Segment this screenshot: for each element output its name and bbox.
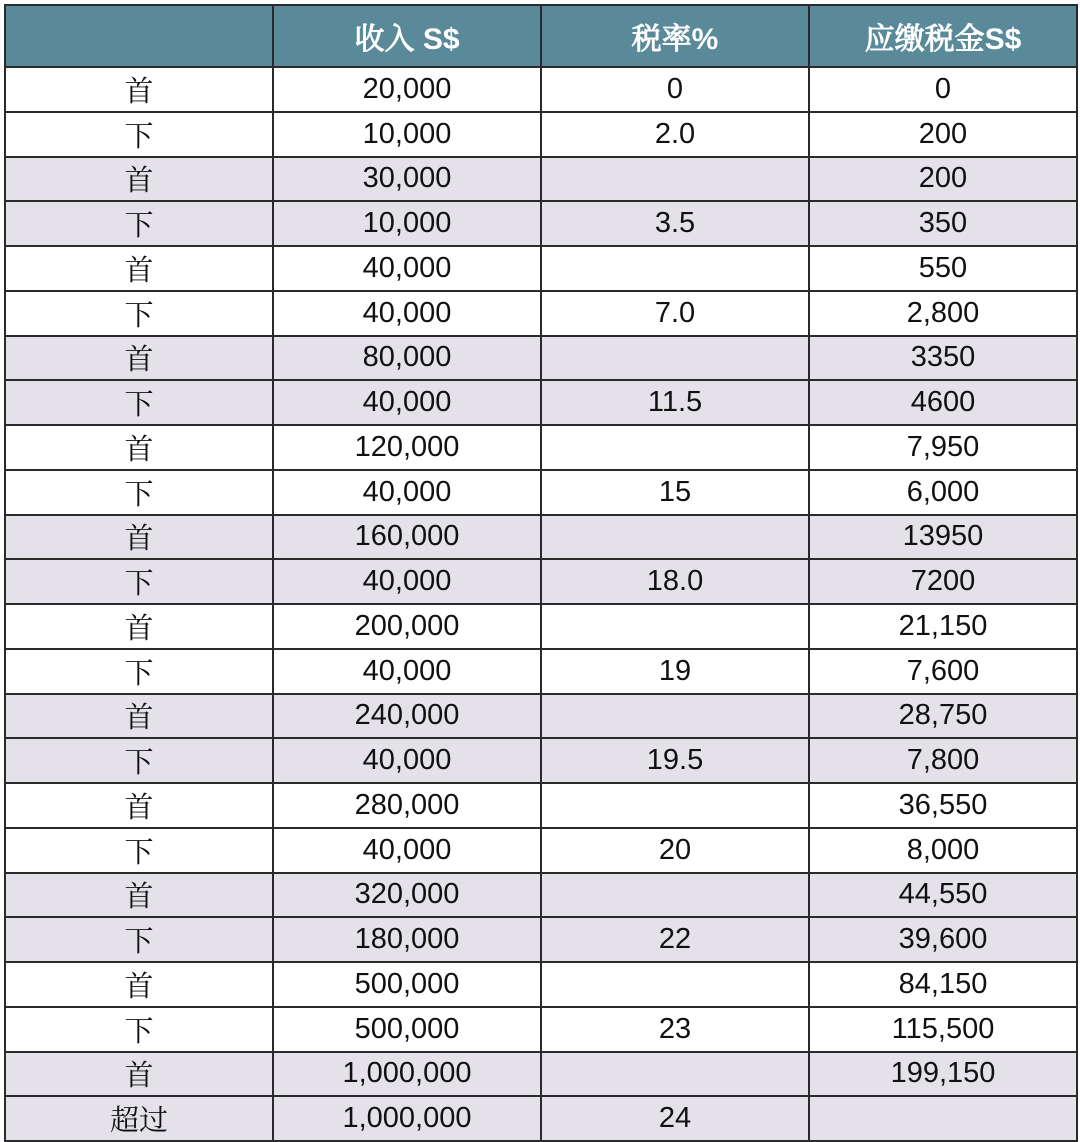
table-row — [5, 604, 1077, 649]
row-label-cell: 下 — [5, 649, 273, 694]
row-label-cell: 首 — [5, 425, 273, 470]
income-cell: 280,000 — [273, 783, 541, 828]
table-row — [5, 962, 1077, 1007]
header-row — [5, 5, 1077, 67]
row-label-cell: 首 — [5, 962, 273, 1007]
table-row — [5, 157, 1077, 202]
tax-cell: 200 — [809, 157, 1077, 202]
table-row — [5, 1052, 1077, 1097]
income-cell: 500,000 — [273, 1007, 541, 1052]
row-label-cell: 首 — [5, 604, 273, 649]
row-label-cell: 下 — [5, 470, 273, 515]
rate-cell: 18.0 — [541, 559, 809, 604]
table-row — [5, 738, 1077, 783]
rate-cell: 11.5 — [541, 380, 809, 425]
income-cell: 40,000 — [273, 559, 541, 604]
row-label-cell: 下 — [5, 112, 273, 157]
rate-cell — [541, 425, 809, 470]
table-row — [5, 67, 1077, 112]
income-cell: 40,000 — [273, 828, 541, 873]
table-row — [5, 112, 1077, 157]
income-cell: 40,000 — [273, 470, 541, 515]
income-cell: 40,000 — [273, 291, 541, 336]
income-cell: 1,000,000 — [273, 1096, 541, 1141]
tax-cell: 39,600 — [809, 917, 1077, 962]
row-label-cell: 首 — [5, 783, 273, 828]
income-cell: 20,000 — [273, 67, 541, 112]
rate-cell — [541, 246, 809, 291]
row-label-cell: 下 — [5, 201, 273, 246]
tax-cell: 550 — [809, 246, 1077, 291]
rate-cell — [541, 336, 809, 381]
table-row — [5, 917, 1077, 962]
tax-cell: 13950 — [809, 515, 1077, 560]
tax-cell: 21,150 — [809, 604, 1077, 649]
tax-cell: 200 — [809, 112, 1077, 157]
table-row — [5, 380, 1077, 425]
income-cell: 40,000 — [273, 380, 541, 425]
tax-cell: 199,150 — [809, 1052, 1077, 1097]
table-row — [5, 649, 1077, 694]
income-cell: 120,000 — [273, 425, 541, 470]
income-cell: 40,000 — [273, 738, 541, 783]
row-label-cell: 下 — [5, 559, 273, 604]
rate-cell — [541, 873, 809, 918]
tax-cell: 28,750 — [809, 694, 1077, 739]
tax-cell: 4600 — [809, 380, 1077, 425]
table-row — [5, 201, 1077, 246]
rate-cell — [541, 604, 809, 649]
table-row — [5, 470, 1077, 515]
table-row — [5, 515, 1077, 560]
rate-cell: 0 — [541, 67, 809, 112]
table-row — [5, 828, 1077, 873]
tax-cell: 115,500 — [809, 1007, 1077, 1052]
table-row — [5, 246, 1077, 291]
row-label-cell: 首 — [5, 694, 273, 739]
tax-cell: 2,800 — [809, 291, 1077, 336]
table-row — [5, 873, 1077, 918]
tax-cell: 8,000 — [809, 828, 1077, 873]
row-label-cell: 首 — [5, 873, 273, 918]
income-cell: 500,000 — [273, 962, 541, 1007]
income-cell: 30,000 — [273, 157, 541, 202]
income-cell: 200,000 — [273, 604, 541, 649]
rate-cell: 2.0 — [541, 112, 809, 157]
rate-cell — [541, 1052, 809, 1097]
rate-cell — [541, 515, 809, 560]
income-cell: 80,000 — [273, 336, 541, 381]
tax-cell: 6,000 — [809, 470, 1077, 515]
income-cell: 180,000 — [273, 917, 541, 962]
table-row — [5, 1007, 1077, 1052]
row-label-cell: 下 — [5, 380, 273, 425]
row-label-cell: 首 — [5, 515, 273, 560]
rate-cell: 7.0 — [541, 291, 809, 336]
tax-cell: 44,550 — [809, 873, 1077, 918]
table-row — [5, 291, 1077, 336]
rate-cell: 22 — [541, 917, 809, 962]
table-row — [5, 336, 1077, 381]
tax-rate-table — [4, 4, 1078, 1142]
row-label-cell: 首 — [5, 157, 273, 202]
income-cell: 320,000 — [273, 873, 541, 918]
row-label-cell: 下 — [5, 1007, 273, 1052]
row-label-cell: 首 — [5, 246, 273, 291]
row-label-cell: 下 — [5, 291, 273, 336]
income-cell: 160,000 — [273, 515, 541, 560]
tax-rate-table-container — [4, 4, 1076, 1138]
tax-cell: 0 — [809, 67, 1077, 112]
table-body — [5, 67, 1077, 1141]
tax-cell: 7,950 — [809, 425, 1077, 470]
rate-cell: 20 — [541, 828, 809, 873]
table-header — [5, 5, 1077, 67]
income-cell: 240,000 — [273, 694, 541, 739]
table-row — [5, 559, 1077, 604]
row-label-cell: 首 — [5, 1052, 273, 1097]
rate-cell: 24 — [541, 1096, 809, 1141]
rate-cell: 3.5 — [541, 201, 809, 246]
rate-cell: 15 — [541, 470, 809, 515]
rate-cell: 19 — [541, 649, 809, 694]
rate-cell — [541, 783, 809, 828]
tax-cell: 7200 — [809, 559, 1077, 604]
income-cell: 10,000 — [273, 112, 541, 157]
header-label — [5, 5, 273, 67]
row-label-cell: 下 — [5, 738, 273, 783]
tax-cell — [809, 1096, 1077, 1141]
table-row — [5, 783, 1077, 828]
rate-cell: 19.5 — [541, 738, 809, 783]
tax-cell: 7,600 — [809, 649, 1077, 694]
income-cell: 1,000,000 — [273, 1052, 541, 1097]
table-row — [5, 694, 1077, 739]
income-cell: 10,000 — [273, 201, 541, 246]
tax-cell: 3350 — [809, 336, 1077, 381]
header-income: 收入 S$ — [273, 5, 541, 67]
row-label-cell: 下 — [5, 917, 273, 962]
rate-cell — [541, 157, 809, 202]
tax-cell: 84,150 — [809, 962, 1077, 1007]
tax-cell: 36,550 — [809, 783, 1077, 828]
header-tax: 应缴税金S$ — [809, 5, 1077, 67]
rate-cell — [541, 962, 809, 1007]
income-cell: 40,000 — [273, 649, 541, 694]
rate-cell — [541, 694, 809, 739]
row-label-cell: 下 — [5, 828, 273, 873]
row-label-cell: 首 — [5, 336, 273, 381]
table-row — [5, 1096, 1077, 1141]
rate-cell: 23 — [541, 1007, 809, 1052]
table-row — [5, 425, 1077, 470]
income-cell: 40,000 — [273, 246, 541, 291]
row-label-cell: 首 — [5, 67, 273, 112]
tax-cell: 350 — [809, 201, 1077, 246]
header-rate: 税率% — [541, 5, 809, 67]
tax-cell: 7,800 — [809, 738, 1077, 783]
row-label-cell: 超过 — [5, 1096, 273, 1141]
